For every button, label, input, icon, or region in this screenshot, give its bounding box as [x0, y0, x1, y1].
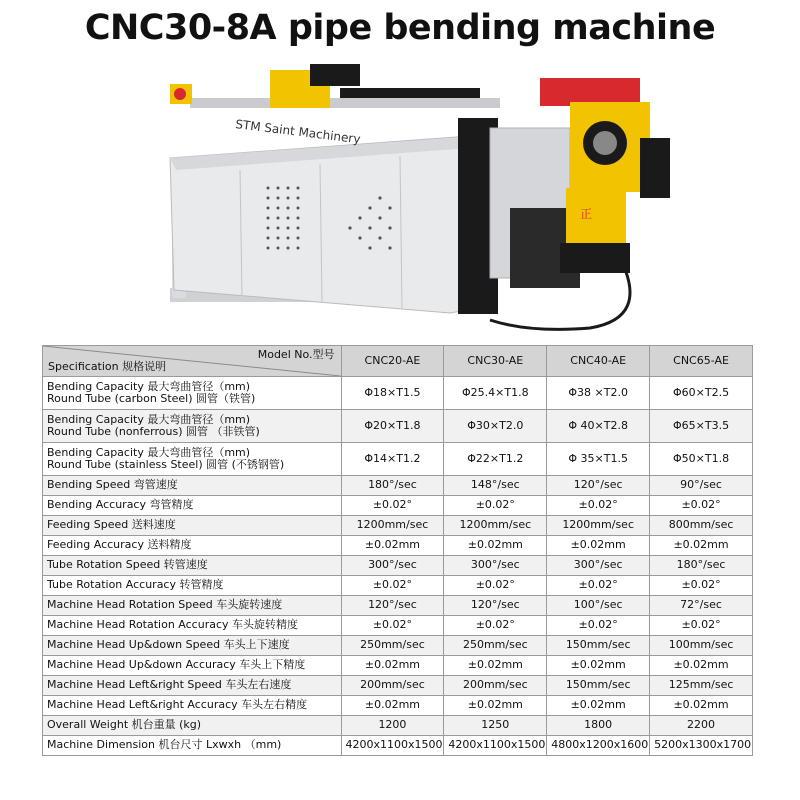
spec-label — [43, 476, 342, 496]
table-row — [43, 696, 753, 716]
table-row — [43, 576, 753, 596]
spec-value: ±0.02mm — [444, 656, 547, 676]
spec-label-line: Bending Capacity 最大弯曲管径（mm) — [47, 379, 251, 393]
table-corner-header — [43, 346, 342, 377]
machine-photo — [150, 58, 690, 336]
model-header: CNC20-AE — [341, 346, 444, 377]
spec-value: ±0.02mm — [547, 656, 650, 676]
spec-value: ±0.02° — [341, 496, 444, 516]
spec-value: Φ 40×T2.8 — [547, 410, 650, 443]
spec-value: Φ60×T2.5 — [650, 377, 753, 410]
spec-value: 1200mm/sec — [547, 516, 650, 536]
spec-value: 250mm/sec — [444, 636, 547, 656]
spec-value: 180°/sec — [341, 476, 444, 496]
spec-value: 4200x1100x1500 — [444, 736, 547, 756]
spec-label-line: Machine Head Rotation Accuracy 车头旋转精度 — [47, 618, 299, 632]
model-header: CNC30-AE — [444, 346, 547, 377]
spec-value: ±0.02° — [650, 576, 753, 596]
spec-value: 120°/sec — [444, 596, 547, 616]
spec-value: ±0.02° — [444, 616, 547, 636]
spec-label-line: Machine Head Up&down Speed 车头上下速度 — [47, 638, 290, 652]
spec-label — [43, 516, 342, 536]
spec-value: 4200x1100x1500 — [341, 736, 444, 756]
model-header: CNC65-AE — [650, 346, 753, 377]
spec-value: 150mm/sec — [547, 676, 650, 696]
spec-value: 148°/sec — [444, 476, 547, 496]
spec-value: ±0.02mm — [444, 536, 547, 556]
spec-label — [43, 676, 342, 696]
spec-label-line: Bending Speed 弯管速度 — [47, 478, 178, 492]
spec-value: 2200 — [650, 716, 753, 736]
table-row — [43, 443, 753, 476]
brand-logo: 正 — [580, 207, 593, 221]
spec-value: ±0.02° — [341, 616, 444, 636]
spec-label-line: Bending Accuracy 弯管精度 — [47, 498, 194, 512]
spec-label — [43, 616, 342, 636]
table-row — [43, 516, 753, 536]
spec-label-line: Tube Rotation Accuracy 转管精度 — [47, 578, 224, 592]
specification-label: Specification 规格说明 — [48, 359, 167, 373]
spec-label — [43, 410, 342, 443]
spec-label-line: Round Tube (nonferrous) 圆管 （非铁管) — [47, 425, 260, 438]
spec-value: 100°/sec — [547, 596, 650, 616]
spec-value: 90°/sec — [650, 476, 753, 496]
spec-label-line: Feeding Speed 送料速度 — [47, 518, 176, 532]
spec-label-line: Tube Rotation Speed 转管速度 — [47, 558, 208, 572]
spec-table — [42, 345, 753, 756]
spec-value: 120°/sec — [341, 596, 444, 616]
spec-value: 180°/sec — [650, 556, 753, 576]
spec-value: ±0.02mm — [341, 656, 444, 676]
spec-value: ±0.02mm — [650, 536, 753, 556]
spec-label — [43, 377, 342, 410]
table-row — [43, 596, 753, 616]
spec-label-line: Machine Head Left&right Accuracy 车头左右精度 — [47, 698, 308, 712]
table-row — [43, 377, 753, 410]
spec-value: Φ38 ×T2.0 — [547, 377, 650, 410]
spec-label-line: Feeding Accuracy 送料精度 — [47, 538, 192, 552]
spec-value: ±0.02mm — [547, 696, 650, 716]
spec-value: ±0.02° — [444, 576, 547, 596]
spec-value: Φ22×T1.2 — [444, 443, 547, 476]
table-row — [43, 716, 753, 736]
spec-value: Φ65×T3.5 — [650, 410, 753, 443]
spec-label-line: Machine Dimension 机台尺寸 Lxwxh （mm) — [47, 738, 282, 752]
spec-label — [43, 536, 342, 556]
spec-value: ±0.02° — [444, 496, 547, 516]
spec-value: 125mm/sec — [650, 676, 753, 696]
table-row — [43, 656, 753, 676]
spec-value: ±0.02° — [341, 576, 444, 596]
spec-value: 1250 — [444, 716, 547, 736]
spec-value: Φ14×T1.2 — [341, 443, 444, 476]
spec-label-line: Round Tube (stainless Steel) 圆管 (不锈钢管) — [47, 458, 285, 471]
spec-label — [43, 496, 342, 516]
spec-value: 5200x1300x1700 — [650, 736, 753, 756]
spec-label — [43, 736, 342, 756]
spec-value: Φ50×T1.8 — [650, 443, 753, 476]
spec-label — [43, 556, 342, 576]
spec-value: ±0.02mm — [444, 696, 547, 716]
spec-label-line: Bending Capacity 最大弯曲管径（mm) — [47, 445, 251, 459]
spec-label-line: Round Tube (carbon Steel) 圆管（铁管) — [47, 392, 256, 405]
spec-value: ±0.02° — [547, 496, 650, 516]
spec-label — [43, 636, 342, 656]
spec-value: 72°/sec — [650, 596, 753, 616]
spec-label — [43, 443, 342, 476]
model-no-label: Model No.型号 — [257, 348, 335, 361]
spec-value: ±0.02° — [547, 616, 650, 636]
spec-value: 150mm/sec — [547, 636, 650, 656]
table-row — [43, 536, 753, 556]
spec-table-body — [43, 377, 753, 756]
spec-value: ±0.02° — [650, 496, 753, 516]
spec-label — [43, 576, 342, 596]
table-row — [43, 676, 753, 696]
spec-value: Φ 35×T1.5 — [547, 443, 650, 476]
spec-label-line: Bending Capacity 最大弯曲管径（mm) — [47, 412, 251, 426]
spec-label-line: Machine Head Left&right Speed 车头左右速度 — [47, 678, 292, 692]
spec-value: 1200mm/sec — [444, 516, 547, 536]
spec-value: 1800 — [547, 716, 650, 736]
table-row — [43, 616, 753, 636]
spec-value: 4800x1200x1600 — [547, 736, 650, 756]
spec-value: 800mm/sec — [650, 516, 753, 536]
spec-label — [43, 696, 342, 716]
spec-value: 300°/sec — [444, 556, 547, 576]
page-title: CNC30-8A pipe bending machine — [84, 8, 716, 48]
spec-label — [43, 716, 342, 736]
spec-value: 250mm/sec — [341, 636, 444, 656]
table-row — [43, 476, 753, 496]
spec-label — [43, 596, 342, 616]
spec-value: 300°/sec — [547, 556, 650, 576]
spec-value: ±0.02mm — [341, 696, 444, 716]
table-row — [43, 410, 753, 443]
model-header: CNC40-AE — [547, 346, 650, 377]
spec-label-line: Machine Head Up&down Accuracy 车头上下精度 — [47, 658, 306, 672]
spec-label-line: Machine Head Rotation Speed 车头旋转速度 — [47, 598, 283, 612]
spec-value: 1200 — [341, 716, 444, 736]
spec-value: 120°/sec — [547, 476, 650, 496]
spec-value: ±0.02mm — [547, 536, 650, 556]
spec-value: 200mm/sec — [341, 676, 444, 696]
table-row — [43, 556, 753, 576]
spec-label — [43, 656, 342, 676]
table-row — [43, 736, 753, 756]
spec-value: ±0.02° — [547, 576, 650, 596]
spec-value: 100mm/sec — [650, 636, 753, 656]
spec-value: 200mm/sec — [444, 676, 547, 696]
spec-value: Φ20×T1.8 — [341, 410, 444, 443]
spec-value: Φ25.4×T1.8 — [444, 377, 547, 410]
spec-value: ±0.02° — [650, 616, 753, 636]
spec-value: ±0.02mm — [650, 696, 753, 716]
spec-value: Φ18×T1.5 — [341, 377, 444, 410]
spec-value: ±0.02mm — [650, 656, 753, 676]
spec-value: 1200mm/sec — [341, 516, 444, 536]
table-row — [43, 636, 753, 656]
spec-label-line: Overall Weight 机台重量 (kg) — [47, 718, 202, 732]
spec-value: 300°/sec — [341, 556, 444, 576]
spec-value: Φ30×T2.0 — [444, 410, 547, 443]
spec-value: ±0.02mm — [341, 536, 444, 556]
brand-text: STM Saint Machinery — [234, 117, 362, 147]
table-row — [43, 496, 753, 516]
